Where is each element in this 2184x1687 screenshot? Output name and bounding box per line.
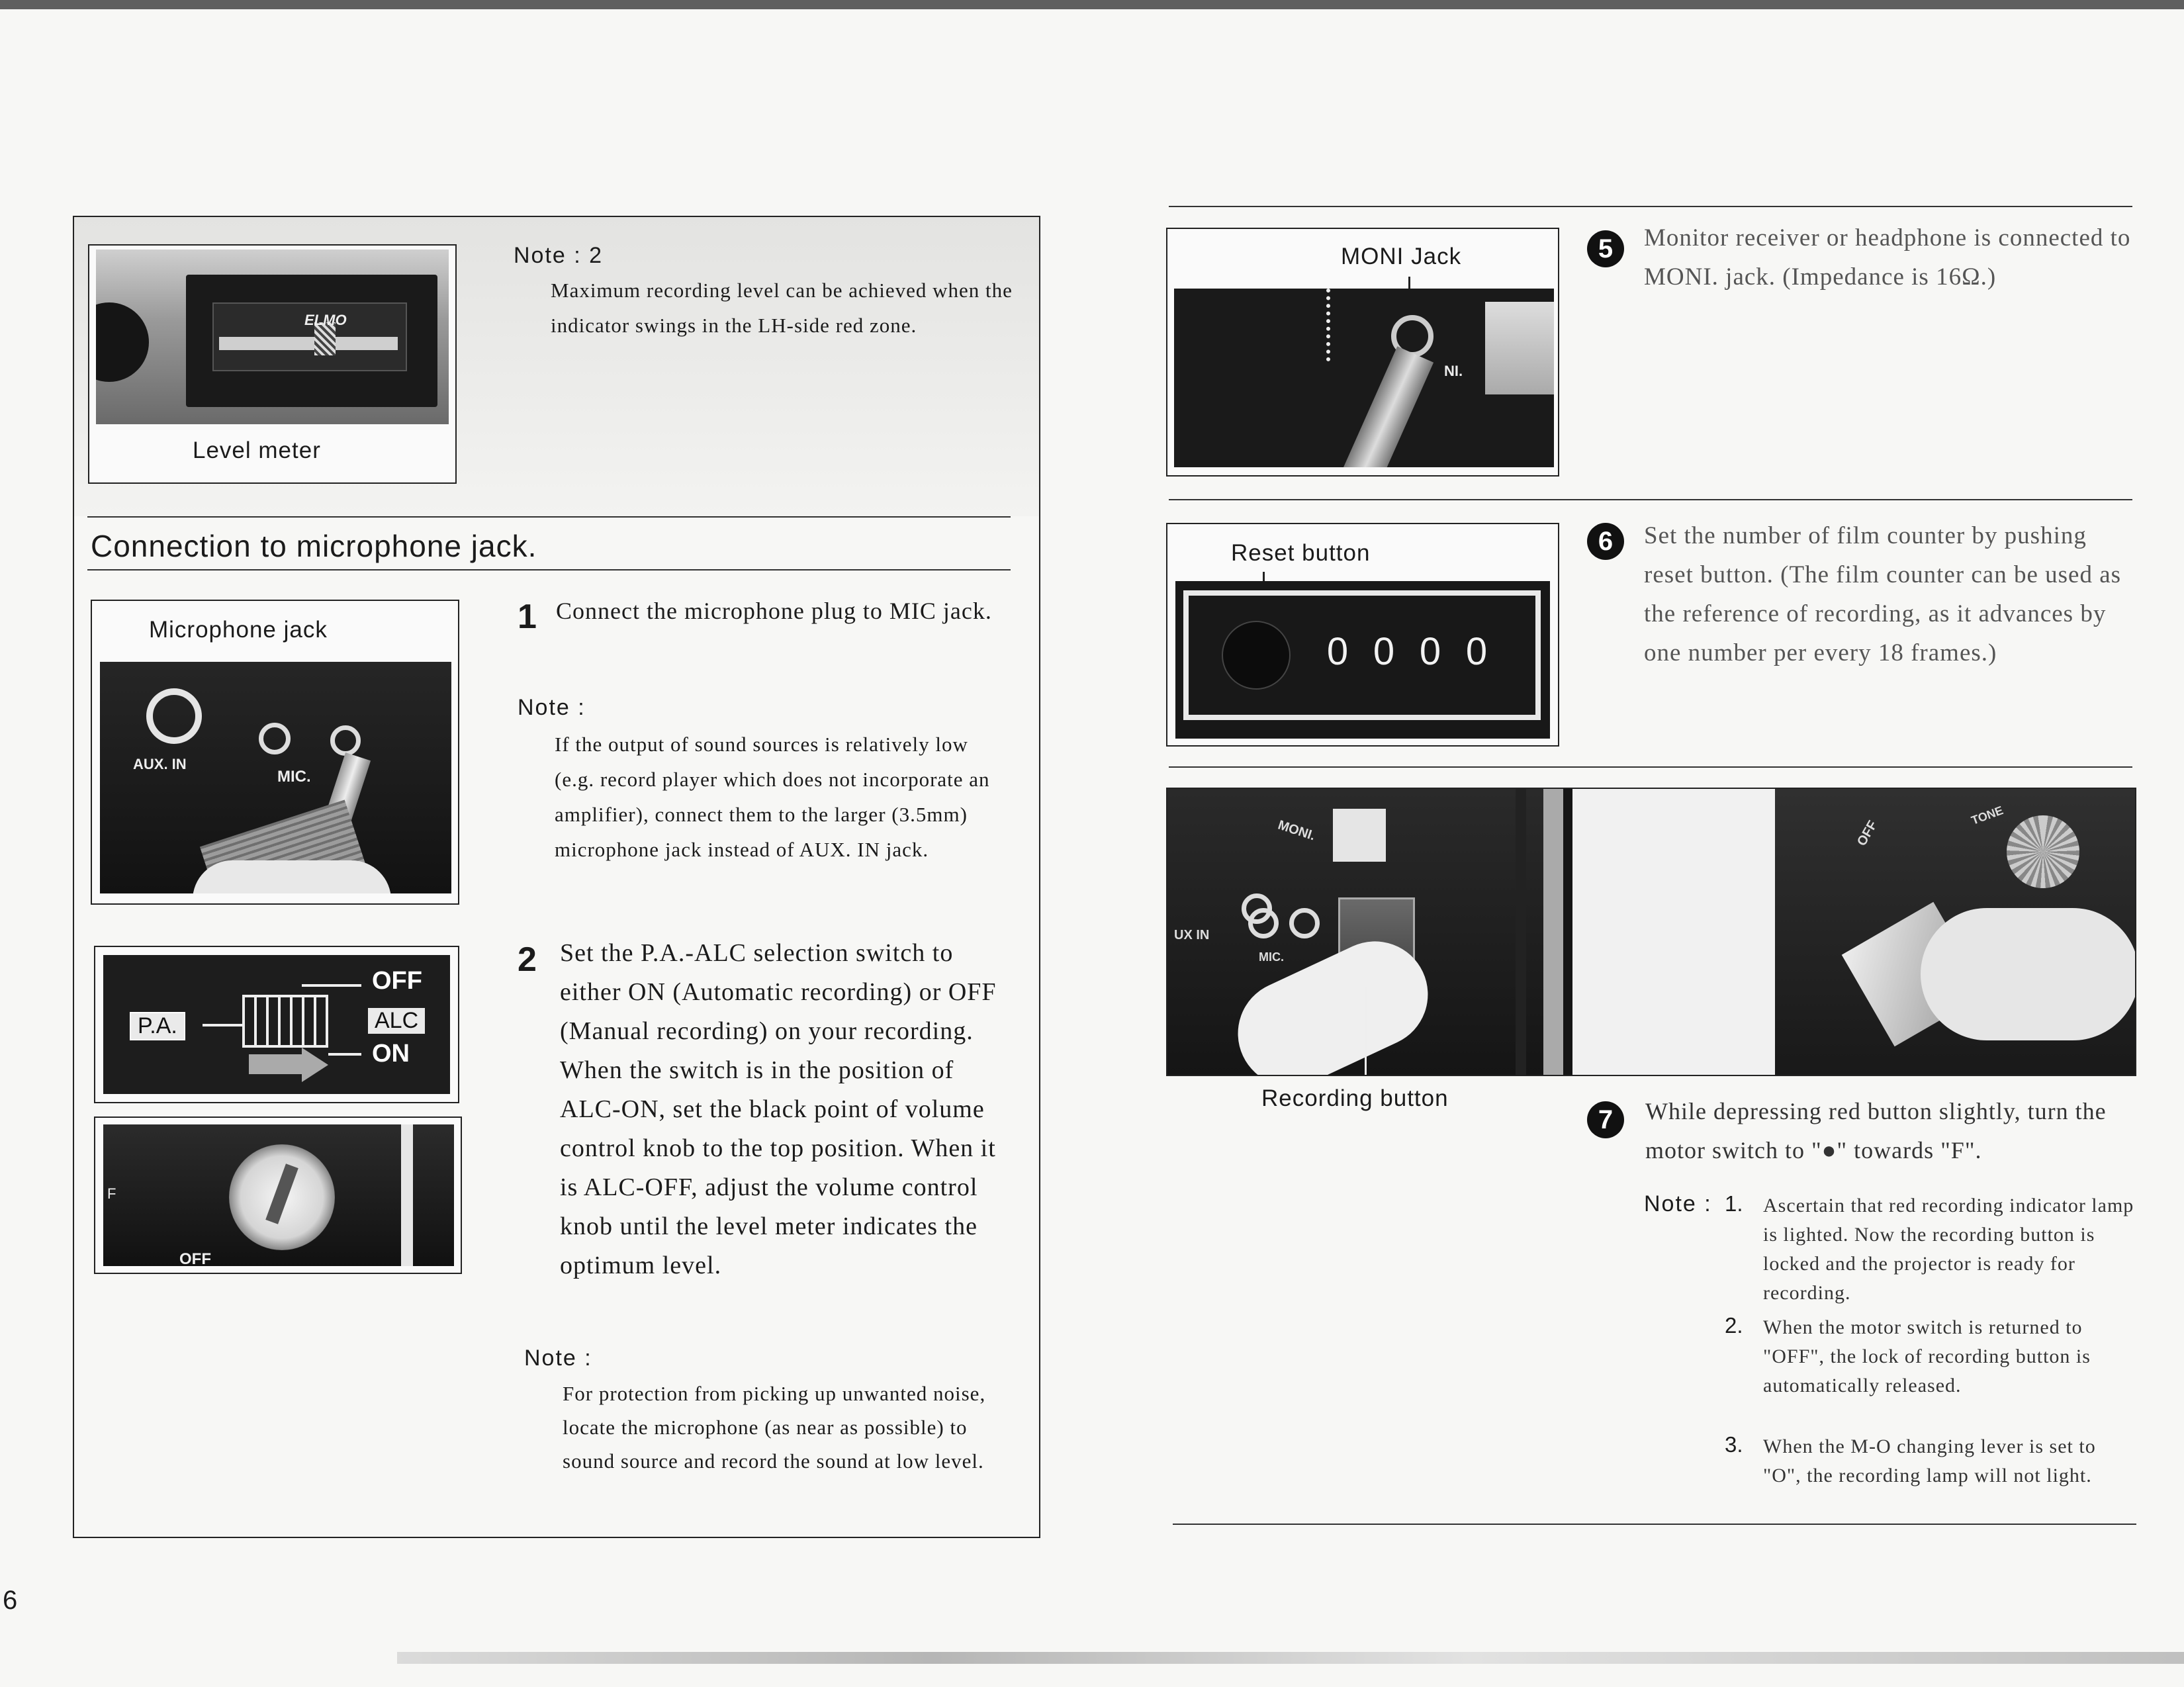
note7-label: Note :: [1644, 1191, 1712, 1216]
dial-marks: [1240, 289, 1330, 361]
moni-jack-photo: [1174, 289, 1554, 467]
plug-hole-2: [330, 725, 361, 756]
scan-bottom-edge: [397, 1652, 2184, 1664]
note7-item-2-num: 2.: [1725, 1313, 1743, 1338]
moni-jack-label: NI.: [1444, 363, 1463, 379]
jack-2: [1248, 908, 1279, 938]
recording-button-photo: [1167, 789, 1543, 1075]
note7-item-1-num: 1.: [1725, 1191, 1743, 1216]
tone-knob: [2007, 815, 2079, 888]
right-rule-2: [1169, 499, 2132, 500]
moni-photo-label: MONI.: [1276, 817, 1317, 844]
turning-hand: [1921, 908, 2135, 1040]
right-rule-3: [1169, 766, 2132, 768]
page-number: 6: [3, 1586, 18, 1615]
alc-label: ALC: [368, 1008, 425, 1034]
off-photo-label: OFF: [1854, 818, 1881, 849]
reset-button-caption: Reset button: [1231, 540, 1371, 566]
step2-text: Set the P.A.-ALC selection switch to either ON (Automatic recording) or OFF (Manual recording) on your recording. When the switch is in the position of ALC-ON, set the black point of volume control knob to the top position. When it is ALC-OFF, adjust the volume control knob until the level meter indicates the optimum level.: [560, 939, 997, 1279]
step7-text: While depressing red button slightly, turn the motor switch to "●" towards "F".: [1645, 1098, 2107, 1163]
meter-scale: [219, 337, 398, 350]
note2-text: Maximum recording level can be achieved when the indicator swings in the LH-side red zone.: [551, 279, 1013, 337]
reset-button-panel: [1166, 523, 1559, 747]
microphone-jack-photo: [100, 662, 451, 893]
step7-number: 7: [1587, 1101, 1624, 1138]
counter-photo: [1175, 581, 1550, 739]
finger: [193, 860, 391, 893]
mic-photo-label: MIC.: [1259, 950, 1284, 964]
knob-shadow: [96, 302, 149, 382]
jack-3: [1289, 908, 1320, 938]
step6-text: Set the number of film counter by pushing reset button. (The film counter can be used as the reference of recording, as it advances by one number per every 18 frames.): [1644, 522, 2122, 666]
microphone-jack-caption: Microphone jack: [149, 617, 328, 643]
counter-digit-1: 0: [1326, 630, 1349, 673]
note7-item-2-text: When the motor switch is returned to "OFF", the lock of recording button is automatically released.: [1763, 1316, 2091, 1396]
volume-knob-panel: [94, 1117, 462, 1274]
headphone-plug: [1338, 346, 1433, 467]
switch-diagram-panel: [94, 946, 459, 1103]
switch-slider: [242, 995, 328, 1048]
level-meter-photo: [96, 250, 449, 424]
step1-number: 1: [518, 598, 537, 636]
aux-photo-label: UX IN: [1174, 928, 1210, 942]
panel-stripe-2: [1516, 789, 1526, 1075]
pa-label: P.A.: [130, 1012, 185, 1040]
aux-jack-ring: [146, 688, 202, 744]
right-rule-1: [1169, 206, 2132, 207]
moni-slot: [1333, 809, 1386, 862]
reset-button-knob: [1222, 621, 1291, 690]
section-title: Connection to microphone jack.: [91, 529, 537, 563]
note7-item-1-text: Ascertain that red recording indicator lamp is lighted. Now the recording button is locked and the projector is ready for recording.: [1763, 1195, 2134, 1304]
aux-in-label: AUX. IN: [133, 756, 187, 772]
knob-f-label: F: [107, 1185, 116, 1202]
mic-label: MIC.: [277, 768, 311, 786]
switch-diagram: [103, 955, 450, 1094]
callout-line: [1365, 987, 1367, 1075]
note-b-label: Note :: [524, 1345, 592, 1371]
level-meter-panel: [88, 244, 457, 484]
microphone-jack-panel: [91, 600, 459, 905]
level-meter-caption: Level meter: [193, 437, 321, 463]
section-rule-bottom: [87, 569, 1011, 570]
on-line: [328, 1053, 361, 1056]
off-label: OFF: [372, 967, 422, 995]
right-arrow-icon: [249, 1054, 302, 1074]
meter-brand: ELMO: [304, 312, 347, 328]
step2-number: 2: [518, 940, 537, 979]
note7-item-3-text: When the M-O changing lever is set to "O", the recording lamp will not light.: [1763, 1436, 2096, 1486]
arrow-head: [302, 1048, 328, 1082]
step5-text: Monitor receiver or headphone is connected to MONI. jack. (Impedance is 16Ω.): [1644, 224, 2131, 291]
recording-photo-frame: [1166, 788, 2136, 1076]
right-device: [1485, 302, 1554, 394]
note2-label: Note : 2: [514, 243, 604, 268]
right-rule-4: [1173, 1524, 2136, 1525]
moni-jack-panel: [1166, 228, 1559, 477]
section-rule-top: [87, 516, 1011, 518]
note-a-text: If the output of sound sources is relatively low (e.g. record player which does not incorporate an amplifier), connect them to the larger (3.5mm) microphone jack instead of AUX. IN jack.: [555, 733, 990, 861]
on-label: ON: [372, 1040, 410, 1068]
off-line: [302, 984, 361, 987]
panel-stripe-1: [1543, 789, 1563, 1075]
counter-digit-3: 0: [1419, 630, 1441, 673]
scan-top-edge: [0, 0, 2184, 9]
knob-off-label: OFF: [179, 1250, 211, 1266]
step1-text: Connect the microphone plug to MIC jack.: [556, 598, 992, 624]
pa-line: [203, 1024, 242, 1026]
panel-divider: [401, 1124, 413, 1266]
tone-label: TONE: [1969, 803, 2005, 827]
motor-switch-photo: [1775, 789, 2135, 1075]
recording-button-caption: Recording button: [1261, 1085, 1449, 1111]
note-a-label: Note :: [518, 695, 586, 720]
counter-digit-2: 0: [1373, 630, 1395, 673]
counter-digit-4: 0: [1465, 630, 1488, 673]
panel-stripe-3: [1563, 789, 1572, 1075]
step5-number: 5: [1587, 230, 1624, 267]
note-b-text: For protection from picking up unwanted noise, locate the microphone (as near as possible) to sound source and record the sound at low level.: [563, 1382, 986, 1473]
step6-number: 6: [1587, 523, 1624, 560]
note7-item-3-num: 3.: [1725, 1432, 1743, 1457]
plug-hole-1: [259, 723, 291, 754]
moni-jack-caption: MONI Jack: [1341, 244, 1462, 269]
volume-knob-photo: [103, 1124, 454, 1266]
